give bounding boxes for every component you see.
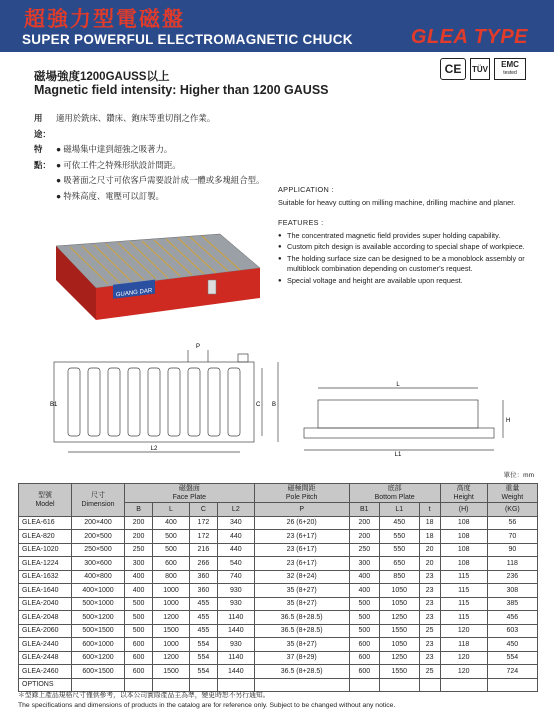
table-row bbox=[19, 624, 538, 638]
application-heading: APPLICATION : bbox=[278, 185, 334, 194]
footnote-en: The specifications and dimensions of products in the catalog are for reference only. Subject to be changed without any notice. bbox=[18, 702, 396, 709]
table-cell: 23 bbox=[419, 570, 440, 584]
table-row bbox=[19, 530, 538, 544]
table-row bbox=[19, 638, 538, 652]
table-cell: 500×1500 bbox=[72, 624, 125, 638]
table-cell: 23 (6+17) bbox=[254, 530, 349, 544]
table-cell: GLEA-2060 bbox=[19, 624, 72, 638]
table-cell: 120 bbox=[440, 651, 487, 665]
table-cell: 1500 bbox=[153, 624, 190, 638]
table-cell: 500 bbox=[349, 597, 379, 611]
table-cell: 930 bbox=[217, 638, 254, 652]
table-row bbox=[19, 611, 538, 625]
table-cell: 455 bbox=[189, 624, 217, 638]
features-list bbox=[278, 231, 528, 287]
feature-zh-item: ● 吸著面之尺寸可依客戶需要設計成一體或多塊組合型。 bbox=[56, 175, 265, 185]
table-cell: 25 bbox=[419, 624, 440, 638]
table-cell: GLEA-2048 bbox=[19, 611, 72, 625]
table-cell: 200 bbox=[125, 516, 153, 530]
table-cell: 250×500 bbox=[72, 543, 125, 557]
dim-l2: L2 bbox=[150, 446, 158, 452]
table-cell bbox=[153, 678, 190, 692]
table-cell: 115 bbox=[440, 597, 487, 611]
table-cell: 600 bbox=[349, 638, 379, 652]
table-cell: GLEA-1632 bbox=[19, 570, 72, 584]
table-cell: 90 bbox=[487, 543, 537, 557]
th-model: 型號 Model bbox=[19, 484, 72, 517]
application-text: Suitable for heavy cutting on milling machine, drilling machine and planer. bbox=[278, 197, 516, 207]
dim-l: L bbox=[396, 382, 400, 388]
table-cell: 800 bbox=[153, 570, 190, 584]
table-row bbox=[19, 543, 538, 557]
options-row bbox=[19, 678, 538, 692]
table-cell: 400×1000 bbox=[72, 584, 125, 598]
table-cell: 440 bbox=[217, 543, 254, 557]
table-cell: 1050 bbox=[379, 638, 419, 652]
table-cell: 360 bbox=[189, 584, 217, 598]
table-cell: 115 bbox=[440, 584, 487, 598]
table-cell: 23 bbox=[419, 584, 440, 598]
th-sub: L2 bbox=[217, 503, 254, 517]
table-cell: 930 bbox=[217, 584, 254, 598]
table-row bbox=[19, 570, 538, 584]
table-cell: 450 bbox=[379, 516, 419, 530]
table-cell: 23 (6+17) bbox=[254, 543, 349, 557]
table-cell: 1200 bbox=[153, 611, 190, 625]
table-cell: 1140 bbox=[217, 651, 254, 665]
table-cell: 20 bbox=[419, 557, 440, 571]
table-cell: 266 bbox=[189, 557, 217, 571]
table-cell: 1000 bbox=[153, 584, 190, 598]
table-cell: 20 bbox=[419, 543, 440, 557]
table-cell: 108 bbox=[440, 530, 487, 544]
dim-l1: L1 bbox=[394, 452, 402, 458]
table-cell: 1000 bbox=[153, 597, 190, 611]
table-cell: GLEA-2440 bbox=[19, 638, 72, 652]
table-cell: 850 bbox=[379, 570, 419, 584]
table-cell: 236 bbox=[487, 570, 537, 584]
table-cell: 300 bbox=[349, 557, 379, 571]
feature-item: ● Custom pitch design is available according to special shape of workpiece. bbox=[278, 242, 528, 253]
table-cell: 250 bbox=[349, 543, 379, 557]
table-cell: 500 bbox=[349, 624, 379, 638]
th-sub: B bbox=[125, 503, 153, 517]
th-sub: t bbox=[419, 503, 440, 517]
table-cell: 115 bbox=[440, 611, 487, 625]
table-cell: 200×500 bbox=[72, 530, 125, 544]
table-cell: 500 bbox=[153, 543, 190, 557]
table-cell: GLEA-2448 bbox=[19, 651, 72, 665]
table-cell: 500 bbox=[125, 624, 153, 638]
table-cell: 18 bbox=[419, 530, 440, 544]
emc-sub: tested bbox=[503, 70, 517, 76]
feature-item: ● The holding surface size can be designed to be a monoblock assembly or multiblock combination depending on customer's request. bbox=[278, 254, 528, 275]
table-cell: 400 bbox=[125, 570, 153, 584]
th-sub: (KG) bbox=[487, 503, 537, 517]
table-cell: 1550 bbox=[379, 624, 419, 638]
table-cell: 456 bbox=[487, 611, 537, 625]
spec-table-body bbox=[19, 516, 538, 692]
table-row bbox=[19, 651, 538, 665]
table-cell: 36.5 (8+28.5) bbox=[254, 665, 349, 679]
table-cell: 35 (8+27) bbox=[254, 638, 349, 652]
table-row bbox=[19, 516, 538, 530]
dim-c: C bbox=[256, 402, 261, 408]
table-cell bbox=[487, 678, 537, 692]
table-cell: 308 bbox=[487, 584, 537, 598]
table-cell bbox=[379, 678, 419, 692]
feature-item: ● Special voltage and height are available upon request. bbox=[278, 276, 528, 287]
table-cell: 600 bbox=[125, 665, 153, 679]
table-cell: 1050 bbox=[379, 597, 419, 611]
th-dimension: 尺寸 Dimension bbox=[72, 484, 125, 517]
feature-zh-item: ● 特殊高度、電壓可以訂製。 bbox=[56, 190, 164, 201]
header-banner bbox=[0, 0, 554, 52]
type-label: GLEA TYPE bbox=[410, 26, 528, 48]
table-cell bbox=[125, 678, 153, 692]
th-weight: 重量 Weight bbox=[487, 484, 537, 503]
table-cell bbox=[440, 678, 487, 692]
table-cell: 550 bbox=[379, 543, 419, 557]
title-en: SUPER POWERFUL ELECTROMAGNETIC CHUCK bbox=[22, 32, 353, 47]
table-cell: 23 bbox=[419, 611, 440, 625]
table-cell: 108 bbox=[440, 516, 487, 530]
table-cell: 1440 bbox=[217, 624, 254, 638]
table-cell: 554 bbox=[189, 651, 217, 665]
table-cell: GLEA-2460 bbox=[19, 665, 72, 679]
table-cell: 18 bbox=[419, 516, 440, 530]
table-cell: 600 bbox=[125, 638, 153, 652]
table-cell: 600×1200 bbox=[72, 651, 125, 665]
table-cell: 23 (6+17) bbox=[254, 557, 349, 571]
table-cell: 550 bbox=[379, 530, 419, 544]
th-sub: B1 bbox=[349, 503, 379, 517]
dim-b: B bbox=[272, 402, 277, 408]
table-cell: 120 bbox=[440, 624, 487, 638]
table-cell: 500 bbox=[125, 597, 153, 611]
table-cell: 35 (8+27) bbox=[254, 597, 349, 611]
photo-label: GUANG DAR bbox=[115, 287, 153, 299]
spec-table bbox=[18, 483, 538, 692]
top-view-diagram bbox=[48, 340, 283, 460]
table-cell: 440 bbox=[217, 530, 254, 544]
table-cell: 600 bbox=[153, 557, 190, 571]
dim-p: P bbox=[195, 344, 201, 350]
table-cell: 1250 bbox=[379, 651, 419, 665]
table-cell: 26 (6+20) bbox=[254, 516, 349, 530]
table-cell: 554 bbox=[487, 651, 537, 665]
intensity-zh: 磁場強度1200GAUSS以上 bbox=[34, 71, 170, 83]
usage-text: 適用於銑床、鑽床、鉋床等重切削之作業。 bbox=[56, 113, 216, 123]
table-cell: 360 bbox=[189, 570, 217, 584]
emc-text: EMC bbox=[501, 60, 519, 69]
table-cell: 500 bbox=[153, 530, 190, 544]
table-cell: 600 bbox=[349, 651, 379, 665]
table-cell bbox=[189, 678, 217, 692]
feature-item: ● The concentrated magnetic field provides super holding capability. bbox=[278, 231, 528, 242]
table-cell: 23 bbox=[419, 638, 440, 652]
feature-zh-item: ● 可依工件之特殊形狀設計間距。 bbox=[56, 159, 181, 170]
th-face-plate: 磁盤面 Face Plate bbox=[125, 484, 255, 503]
table-cell: 500×1000 bbox=[72, 597, 125, 611]
table-cell: GLEA-1224 bbox=[19, 557, 72, 571]
dim-h: H bbox=[506, 418, 511, 424]
table-cell: 1000 bbox=[153, 638, 190, 652]
table-cell: 554 bbox=[189, 665, 217, 679]
table-cell: 216 bbox=[189, 543, 217, 557]
footnote bbox=[18, 691, 395, 711]
table-cell: 250 bbox=[125, 543, 153, 557]
usage-block bbox=[34, 111, 264, 204]
table-cell: 1200 bbox=[153, 651, 190, 665]
table-cell: 1250 bbox=[379, 611, 419, 625]
table-cell: 450 bbox=[487, 638, 537, 652]
tuv-mark-icon: TÜV bbox=[470, 58, 490, 80]
table-cell: 118 bbox=[440, 638, 487, 652]
table-cell: 554 bbox=[189, 638, 217, 652]
table-cell: 1550 bbox=[379, 665, 419, 679]
table-cell: GLEA-616 bbox=[19, 516, 72, 530]
title-zh: 超強力型電磁盤 bbox=[24, 7, 185, 31]
table-cell: 340 bbox=[217, 516, 254, 530]
table-cell: 930 bbox=[217, 597, 254, 611]
table-cell: 200 bbox=[125, 530, 153, 544]
th-height: 高度 Height bbox=[440, 484, 487, 503]
table-cell: 600 bbox=[349, 665, 379, 679]
th-pole-pitch: 磁極間距 Pole Pitch bbox=[254, 484, 349, 503]
table-cell: 1140 bbox=[217, 611, 254, 625]
table-cell: 500 bbox=[125, 611, 153, 625]
table-cell: 200 bbox=[349, 530, 379, 544]
chuck-photo bbox=[38, 228, 268, 338]
table-cell: 400 bbox=[153, 516, 190, 530]
table-cell: 455 bbox=[189, 597, 217, 611]
table-cell: 400 bbox=[349, 584, 379, 598]
table-cell: 540 bbox=[217, 557, 254, 571]
table-cell: 36.5 (8+28.5) bbox=[254, 611, 349, 625]
ce-mark-icon: CE bbox=[440, 58, 466, 80]
table-cell: 650 bbox=[379, 557, 419, 571]
table-cell: 500 bbox=[349, 611, 379, 625]
table-cell: 300×600 bbox=[72, 557, 125, 571]
table-cell: 1050 bbox=[379, 584, 419, 598]
table-cell: 455 bbox=[189, 611, 217, 625]
table-row bbox=[19, 665, 538, 679]
unit-label: 單位：mm bbox=[503, 472, 534, 479]
table-cell: 500×1200 bbox=[72, 611, 125, 625]
table-cell: 172 bbox=[189, 530, 217, 544]
table-cell: 37 (8+29) bbox=[254, 651, 349, 665]
table-cell: 25 bbox=[419, 665, 440, 679]
th-sub: P bbox=[254, 503, 349, 517]
features-zh-list bbox=[56, 142, 264, 204]
table-cell bbox=[217, 678, 254, 692]
intensity-en: Magnetic field intensity: Higher than 1200 GAUSS bbox=[34, 83, 329, 97]
table-cell: 300 bbox=[125, 557, 153, 571]
table-cell: 400×800 bbox=[72, 570, 125, 584]
table-cell: 23 bbox=[419, 597, 440, 611]
table-cell: 172 bbox=[189, 516, 217, 530]
options-cell: OPTIONS bbox=[19, 678, 72, 692]
table-cell: 32 (8+24) bbox=[254, 570, 349, 584]
table-cell: 600 bbox=[125, 651, 153, 665]
table-cell: 56 bbox=[487, 516, 537, 530]
th-sub: L1 bbox=[379, 503, 419, 517]
table-cell: 36.5 (8+28.5) bbox=[254, 624, 349, 638]
table-cell: 120 bbox=[440, 665, 487, 679]
table-cell: 1440 bbox=[217, 665, 254, 679]
table-cell: 108 bbox=[440, 543, 487, 557]
cert-marks bbox=[440, 58, 526, 80]
table-cell bbox=[72, 678, 125, 692]
footnote-zh: ＊型錄上產品規格尺寸僅供參考，以本公司實際產品主為準，變更時恕不另行通知。 bbox=[18, 692, 270, 699]
table-cell: 35 (8+27) bbox=[254, 584, 349, 598]
table-row bbox=[19, 584, 538, 598]
th-sub: C bbox=[189, 503, 217, 517]
table-cell: 1500 bbox=[153, 665, 190, 679]
table-cell: 400 bbox=[125, 584, 153, 598]
table-cell: 200 bbox=[349, 516, 379, 530]
table-cell: 600×1000 bbox=[72, 638, 125, 652]
th-sub: L bbox=[153, 503, 190, 517]
table-cell: GLEA-1640 bbox=[19, 584, 72, 598]
table-cell: GLEA-1020 bbox=[19, 543, 72, 557]
application-block bbox=[278, 185, 528, 287]
table-cell: 108 bbox=[440, 557, 487, 571]
table-cell: GLEA-820 bbox=[19, 530, 72, 544]
table-cell: 724 bbox=[487, 665, 537, 679]
emc-mark-icon bbox=[494, 58, 526, 80]
table-cell: 603 bbox=[487, 624, 537, 638]
features-heading: FEATURES : bbox=[278, 218, 324, 227]
table-cell bbox=[419, 678, 440, 692]
table-cell: 400 bbox=[349, 570, 379, 584]
table-cell: 23 bbox=[419, 651, 440, 665]
th-sub: (H) bbox=[440, 503, 487, 517]
features-label: 特點： bbox=[34, 144, 51, 170]
table-cell: 385 bbox=[487, 597, 537, 611]
feature-zh-item: ● 磁場集中達到超強之吸著力。 bbox=[56, 144, 173, 154]
table-cell bbox=[349, 678, 379, 692]
side-view-diagram bbox=[298, 378, 513, 458]
table-cell: 600×1500 bbox=[72, 665, 125, 679]
table-cell: 70 bbox=[487, 530, 537, 544]
table-cell: 118 bbox=[487, 557, 537, 571]
th-bottom-plate: 底部 Bottom Plate bbox=[349, 484, 440, 503]
table-cell: 740 bbox=[217, 570, 254, 584]
table-cell: 200×400 bbox=[72, 516, 125, 530]
table-cell: GLEA-2040 bbox=[19, 597, 72, 611]
dim-b1: B1 bbox=[50, 402, 58, 408]
table-row bbox=[19, 597, 538, 611]
usage-label: 用途： bbox=[34, 113, 51, 139]
table-cell: 115 bbox=[440, 570, 487, 584]
table-cell bbox=[254, 678, 349, 692]
table-row bbox=[19, 557, 538, 571]
